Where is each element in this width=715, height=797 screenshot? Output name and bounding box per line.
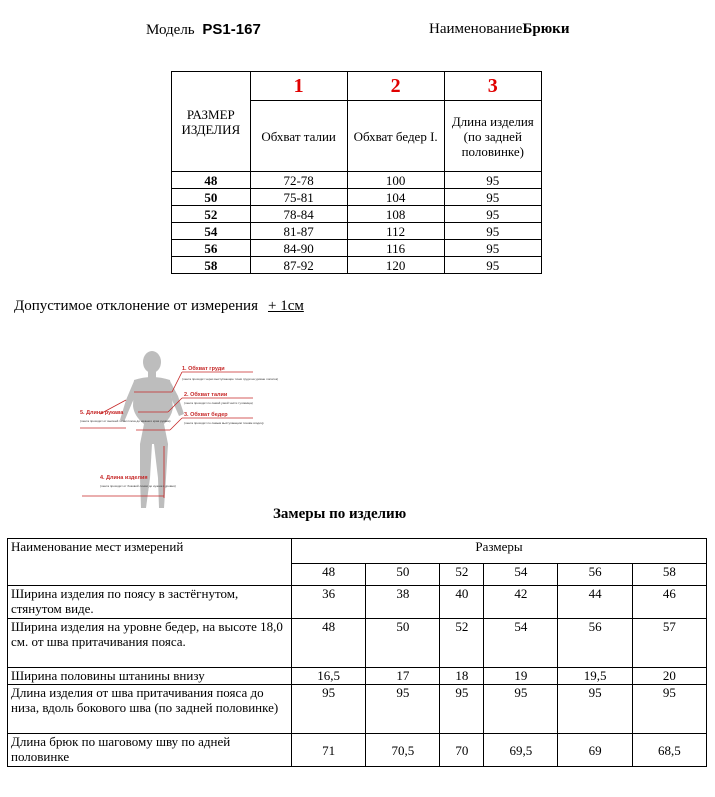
figure-note-2: (лента проходит по самой узкой части туловища): [184, 401, 253, 405]
figure-note-1: (лента проходит через выступающие точки груди на уровне лопаток): [182, 377, 279, 381]
figure-label-4: 4. Длина изделия: [100, 475, 148, 481]
hips-cell: 112: [347, 223, 444, 240]
size-cell: 54: [172, 223, 251, 240]
measure-value: 36: [292, 586, 366, 619]
table-row: [8, 685, 707, 734]
measure-value: 17: [366, 668, 440, 685]
product-name-header: [429, 21, 569, 38]
waist-cell: 81-87: [250, 223, 347, 240]
measurements-table: [7, 538, 707, 767]
measure-value: 68,5: [632, 734, 706, 767]
waist-cell: 78-84: [250, 206, 347, 223]
tolerance-note: [14, 298, 304, 315]
figure-note-4: (лента проходит от боковой линии до нужного уровня): [100, 484, 176, 488]
measure-value: 95: [632, 685, 706, 734]
hips-cell: 104: [347, 189, 444, 206]
table-row: [172, 206, 542, 223]
measure-value: 95: [292, 685, 366, 734]
figure-note-5: (лента проходит от высшей точки плеча до нижнего края рукава): [80, 419, 171, 423]
figure-label-3: 3. Обхват бедер: [184, 412, 228, 418]
col-num-3: 3: [444, 72, 541, 101]
table-row: [172, 240, 542, 257]
measure-value: 19: [484, 668, 558, 685]
size-col-header: 52: [440, 564, 484, 586]
table-row: [8, 734, 707, 767]
measure-value: 95: [558, 685, 632, 734]
measure-value: 16,5: [292, 668, 366, 685]
measure-value: 20: [632, 668, 706, 685]
tolerance-label: Допустимое отклонение от измерения: [14, 298, 258, 314]
size-col-header: 58: [632, 564, 706, 586]
measurements-title: Замеры по изделию: [273, 506, 407, 522]
length-cell: 95: [444, 223, 541, 240]
measure-value: 19,5: [558, 668, 632, 685]
size-cell: 56: [172, 240, 251, 257]
measure-value: 56: [558, 619, 632, 668]
measure-value: 69,5: [484, 734, 558, 767]
measure-value: 57: [632, 619, 706, 668]
measure-value: 42: [484, 586, 558, 619]
waist-cell: 72-78: [250, 172, 347, 189]
figure-label-1: 1. Обхват груди: [182, 366, 225, 372]
size-corner-header: РАЗМЕР ИЗДЕЛИЯ: [172, 72, 251, 172]
table-row: [172, 257, 542, 274]
measure-value: 95: [440, 685, 484, 734]
figure-label-5: 5. Длина рукава: [80, 410, 124, 416]
measure-name: Ширина половины штанины внизу: [8, 668, 292, 685]
measure-name: Длина изделия от шва притачивания пояса до низа, вдоль бокового шва (по задней половинке): [8, 685, 292, 734]
table-row: [8, 586, 707, 619]
length-cell: 95: [444, 206, 541, 223]
size-cell: 48: [172, 172, 251, 189]
size-col-header: 50: [366, 564, 440, 586]
length-cell: 95: [444, 189, 541, 206]
measure-value: 70: [440, 734, 484, 767]
col-header-length: Длина изделия (по задней половинке): [444, 101, 541, 172]
col-num-2: 2: [347, 72, 444, 101]
hips-cell: 108: [347, 206, 444, 223]
measure-value: 48: [292, 619, 366, 668]
table-row: [172, 189, 542, 206]
table-row: [8, 668, 707, 685]
size-table: [171, 71, 542, 274]
measure-value: 44: [558, 586, 632, 619]
waist-cell: 75-81: [250, 189, 347, 206]
size-col-header: 54: [484, 564, 558, 586]
col-header-hips: Обхват бедер I.: [347, 101, 444, 172]
name-label: Наименование: [429, 21, 523, 37]
measure-name-header: Наименование мест измерений: [8, 539, 292, 586]
hips-cell: 120: [347, 257, 444, 274]
col-num-1: 1: [250, 72, 347, 101]
measure-value: 54: [484, 619, 558, 668]
measure-value: 95: [366, 685, 440, 734]
measurement-figure: [78, 348, 279, 518]
measure-value: 52: [440, 619, 484, 668]
size-col-header: 48: [292, 564, 366, 586]
size-col-header: 56: [558, 564, 632, 586]
measure-value: 46: [632, 586, 706, 619]
model-header: [146, 21, 261, 39]
measure-value: 50: [366, 619, 440, 668]
measure-value: 71: [292, 734, 366, 767]
measure-value: 40: [440, 586, 484, 619]
tolerance-value: + 1см: [267, 298, 304, 314]
measure-name: Ширина изделия на уровне бедер, на высоте 18,0 см. от шва притачивания пояса.: [8, 619, 292, 668]
length-cell: 95: [444, 240, 541, 257]
size-cell: 50: [172, 189, 251, 206]
figure-note-3: (лента проходит по самым выступающим точкам ягодиц): [184, 421, 264, 425]
table-row: [172, 172, 542, 189]
table-row: [8, 619, 707, 668]
waist-cell: 87-92: [250, 257, 347, 274]
measure-name: Ширина изделия по поясу в застёгнутом, стянутом виде.: [8, 586, 292, 619]
hips-cell: 116: [347, 240, 444, 257]
measure-value: 18: [440, 668, 484, 685]
figure-label-2: 2. Обхват талии: [184, 392, 228, 398]
length-cell: 95: [444, 257, 541, 274]
measure-value: 38: [366, 586, 440, 619]
length-cell: 95: [444, 172, 541, 189]
model-label: Модель: [146, 22, 195, 38]
measure-value: 95: [484, 685, 558, 734]
waist-cell: 84-90: [250, 240, 347, 257]
hips-cell: 100: [347, 172, 444, 189]
model-code: PS1-167: [202, 21, 261, 38]
size-cell: 58: [172, 257, 251, 274]
table-row: [172, 223, 542, 240]
measure-name: Длина брюк по шаговому шву по адней половинке: [8, 734, 292, 767]
product-name: Брюки: [522, 21, 570, 37]
size-cell: 52: [172, 206, 251, 223]
sizes-header: Размеры: [292, 539, 707, 564]
measure-value: 70,5: [366, 734, 440, 767]
measure-value: 69: [558, 734, 632, 767]
col-header-waist: Обхват талии: [250, 101, 347, 172]
